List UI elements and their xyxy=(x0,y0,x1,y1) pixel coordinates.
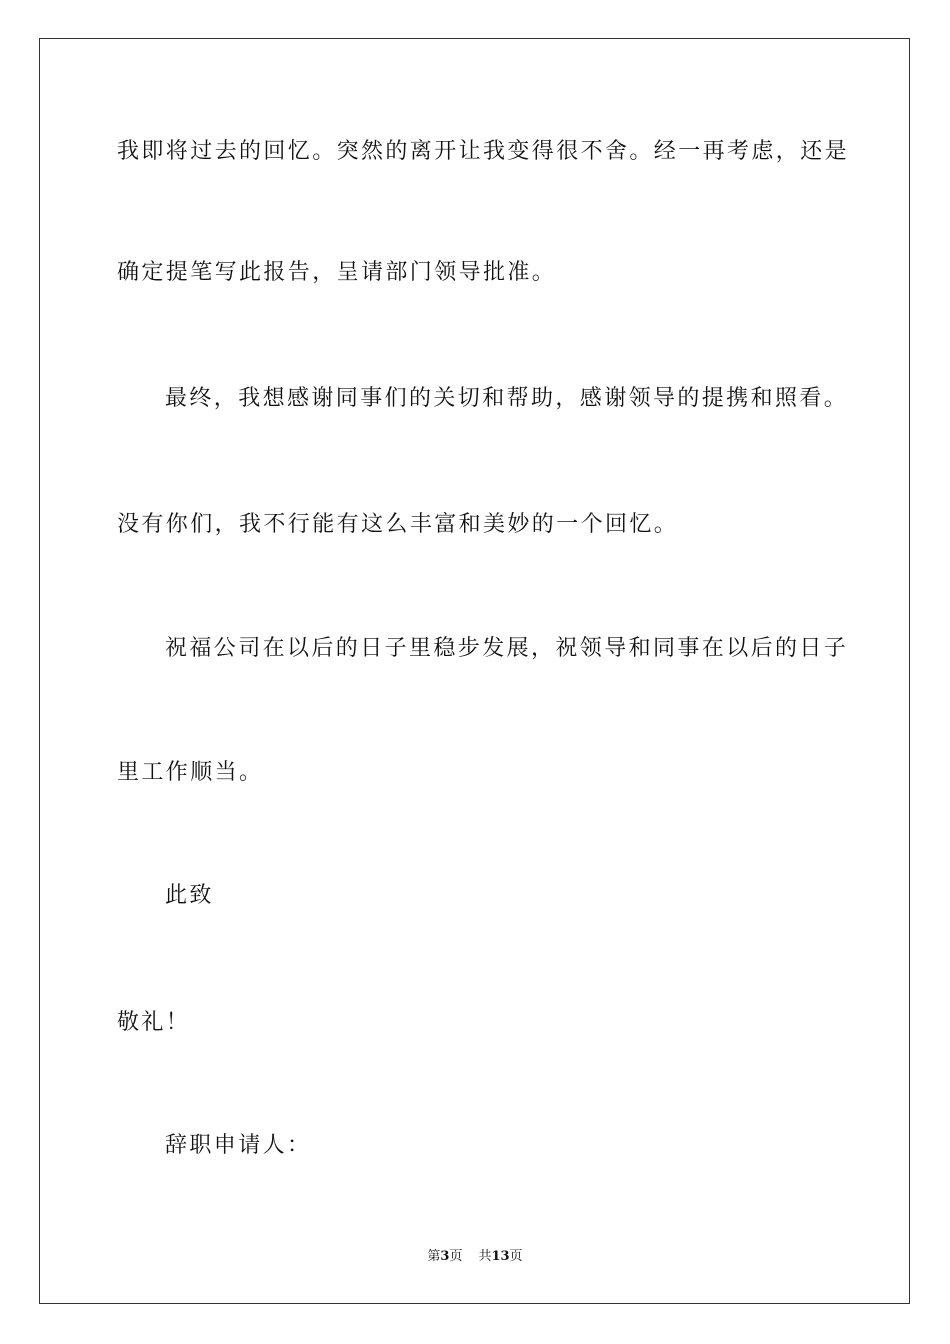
body-line-6: 里工作顺当。 xyxy=(117,760,264,785)
footer-total-pages: 13 xyxy=(491,1249,510,1264)
closing-regards: 敬礼！ xyxy=(117,1010,191,1035)
footer-page-suffix: 页 xyxy=(449,1249,463,1264)
body-line-2: 确定提笔写此报告，呈请部门领导批准。 xyxy=(117,260,557,285)
closing-salutation: 此致 xyxy=(165,883,214,908)
footer-current-page: 3 xyxy=(440,1249,450,1264)
footer-page-prefix: 第 xyxy=(427,1249,441,1264)
body-line-3: 最终，我想感谢同事们的关切和帮助，感谢领导的提携和照看。 xyxy=(165,386,849,411)
body-line-5: 祝福公司在以后的日子里稳步发展，祝领导和同事在以后的日子 xyxy=(165,636,849,661)
signature-label: 辞职申请人： xyxy=(165,1133,312,1158)
footer-total-prefix: 共 xyxy=(478,1249,492,1264)
body-line-4: 没有你们，我不行能有这么丰富和美妙的一个回忆。 xyxy=(117,512,679,537)
page-footer xyxy=(0,1248,950,1266)
footer-total-suffix: 页 xyxy=(509,1249,523,1264)
body-line-1: 我即将过去的回忆。突然的离开让我变得很不舍。经一再考虑，还是 xyxy=(117,139,850,164)
page-frame xyxy=(39,38,910,1304)
